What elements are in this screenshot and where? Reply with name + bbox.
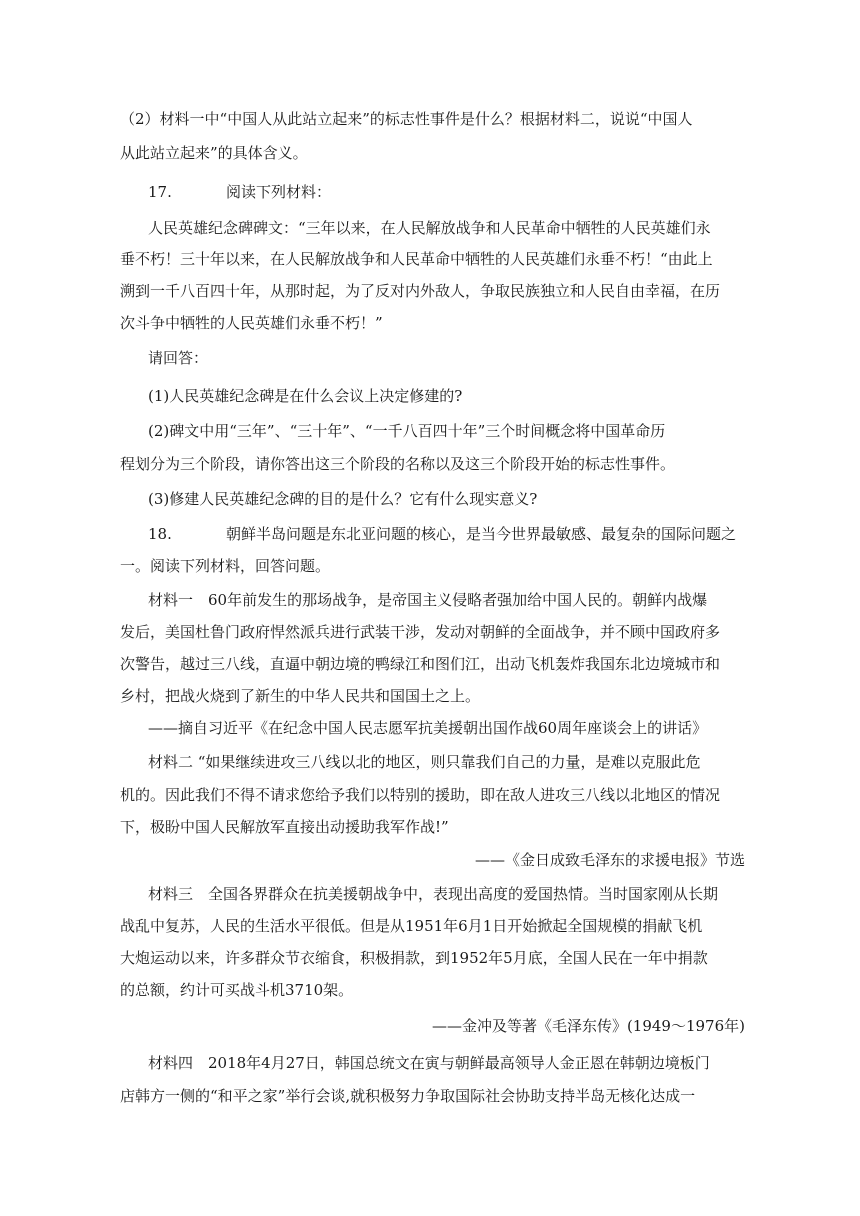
q17-inscription-line4: 次斗争中牺牲的人民英雄们永垂不朽！”	[120, 314, 383, 332]
q18-material2-line3: 下，极盼中国人民解放军直接出动援助我军作战!”	[120, 818, 449, 836]
q18-material3-line3: 大炮运动以来，许多群众节衣缩食，积极捐款，到1952年5月底，全国人民在一年中捐款	[120, 949, 708, 967]
q18-material1-line2: 发后，美国杜鲁门政府悍然派兵进行武装干涉，发动对朝鲜的全面战争，并不顾中国政府多	[120, 623, 721, 641]
q18-heading	[148, 524, 745, 544]
q18-material1-line4: 乡村，把战火烧到了新生的中华人民共和国国土之上。	[120, 687, 481, 705]
q17-number: 17.	[148, 183, 172, 201]
q18-material4-line1: 材料四 2018年4月27日，韩国总统文在寅与朝鲜最高领导人金正恩在韩朝边境板门	[148, 1054, 710, 1072]
q17-prompt: 请回答：	[148, 349, 209, 367]
q18-material2-line1: 材料二 “如果继续进攻三八线以北的地区，则只靠我们自己的力量，是难以克服此危	[148, 753, 701, 771]
q17-question1: (1)人民英雄纪念碑是在什么会议上决定修建的?	[148, 387, 463, 405]
q18-intro-line2: 一。阅读下列材料，回答问题。	[120, 557, 331, 575]
q18-material3-line4: 的总额，约计可买战斗机3710架。	[120, 981, 354, 999]
q18-material4-line2: 店韩方一侧的“和平之家”举行会谈,就积极努力争取国际社会协助支持半岛无核化达成一	[120, 1087, 696, 1105]
q18-material1-line1: 材料一 60年前发生的那场战争，是帝国主义侵略者强加给中国人民的。朝鲜内战爆	[148, 591, 708, 609]
q17-inscription-line2: 垂不朽！三十年以来，在人民解放战争和人民革命中牺牲的人民英雄们永垂不朽！“由此上	[120, 250, 713, 268]
q18-material3-line2: 战乱中复苏，人民的生活水平很低。但是从1951年6月1日开始掀起全国规模的捐献飞机	[120, 917, 703, 935]
q17-inscription-line3: 溯到一千八百四十年，从那时起，为了反对内外敌人，争取民族独立和人民自由幸福，在历	[120, 282, 721, 300]
q17-inscription-line1: 人民英雄纪念碑碑文：“三年以来，在人民解放战争和人民革命中牺牲的人民英雄们永	[148, 219, 711, 237]
q18-material1-line3: 次警告，越过三八线，直逼中朝边境的鸭绿江和图们江，出动飞机轰炸我国东北边境城市和	[120, 655, 721, 673]
q18-material1-source: ——摘自习近平《在纪念中国人民志愿军抗美援朝出国作战60周年座谈会上的讲话》	[148, 719, 708, 737]
q18-material2-line2: 机的。因此我们不得不请求您给予我们以特别的援助，即在敌人进攻三八线以北地区的情况	[120, 786, 721, 804]
q16-part2-line1: （2）材料一中“中国人从此站立起来”的标志性事件是什么？根据材料二，说说“中国人	[120, 110, 693, 128]
q18-material2-source: ——《金日成致毛泽东的求援电报》节选	[474, 851, 745, 869]
q18-number: 18.	[148, 525, 172, 543]
q17-question2-line2: 程划分为三个阶段，请你答出这三个阶段的名称以及这三个阶段开始的标志性事件。	[120, 455, 676, 473]
q18-intro-line1: 朝鲜半岛问题是东北亚问题的核心，是当今世界最敏感、最复杂的国际问题之	[226, 525, 737, 543]
q17-question2-line1: (2)碑文中用“三年”、“三十年”、“一千八百四十年”三个时间概念将中国革命历	[148, 422, 666, 440]
q17-instruction: 阅读下列材料：	[226, 183, 332, 201]
q17-heading	[148, 182, 745, 202]
q18-material3-line1: 材料三 全国各界群众在抗美援朝战争中，表现出高度的爱国热情。当时国家刚从长期	[148, 885, 719, 903]
q18-material3-source: ——金冲及等著《毛泽东传》(1949～1976年)	[431, 1017, 745, 1035]
q16-part2-line2: 从此站立起来”的具体含义。	[120, 144, 308, 162]
q17-question3: (3)修建人民英雄纪念碑的目的是什么？它有什么现实意义?	[148, 490, 538, 508]
